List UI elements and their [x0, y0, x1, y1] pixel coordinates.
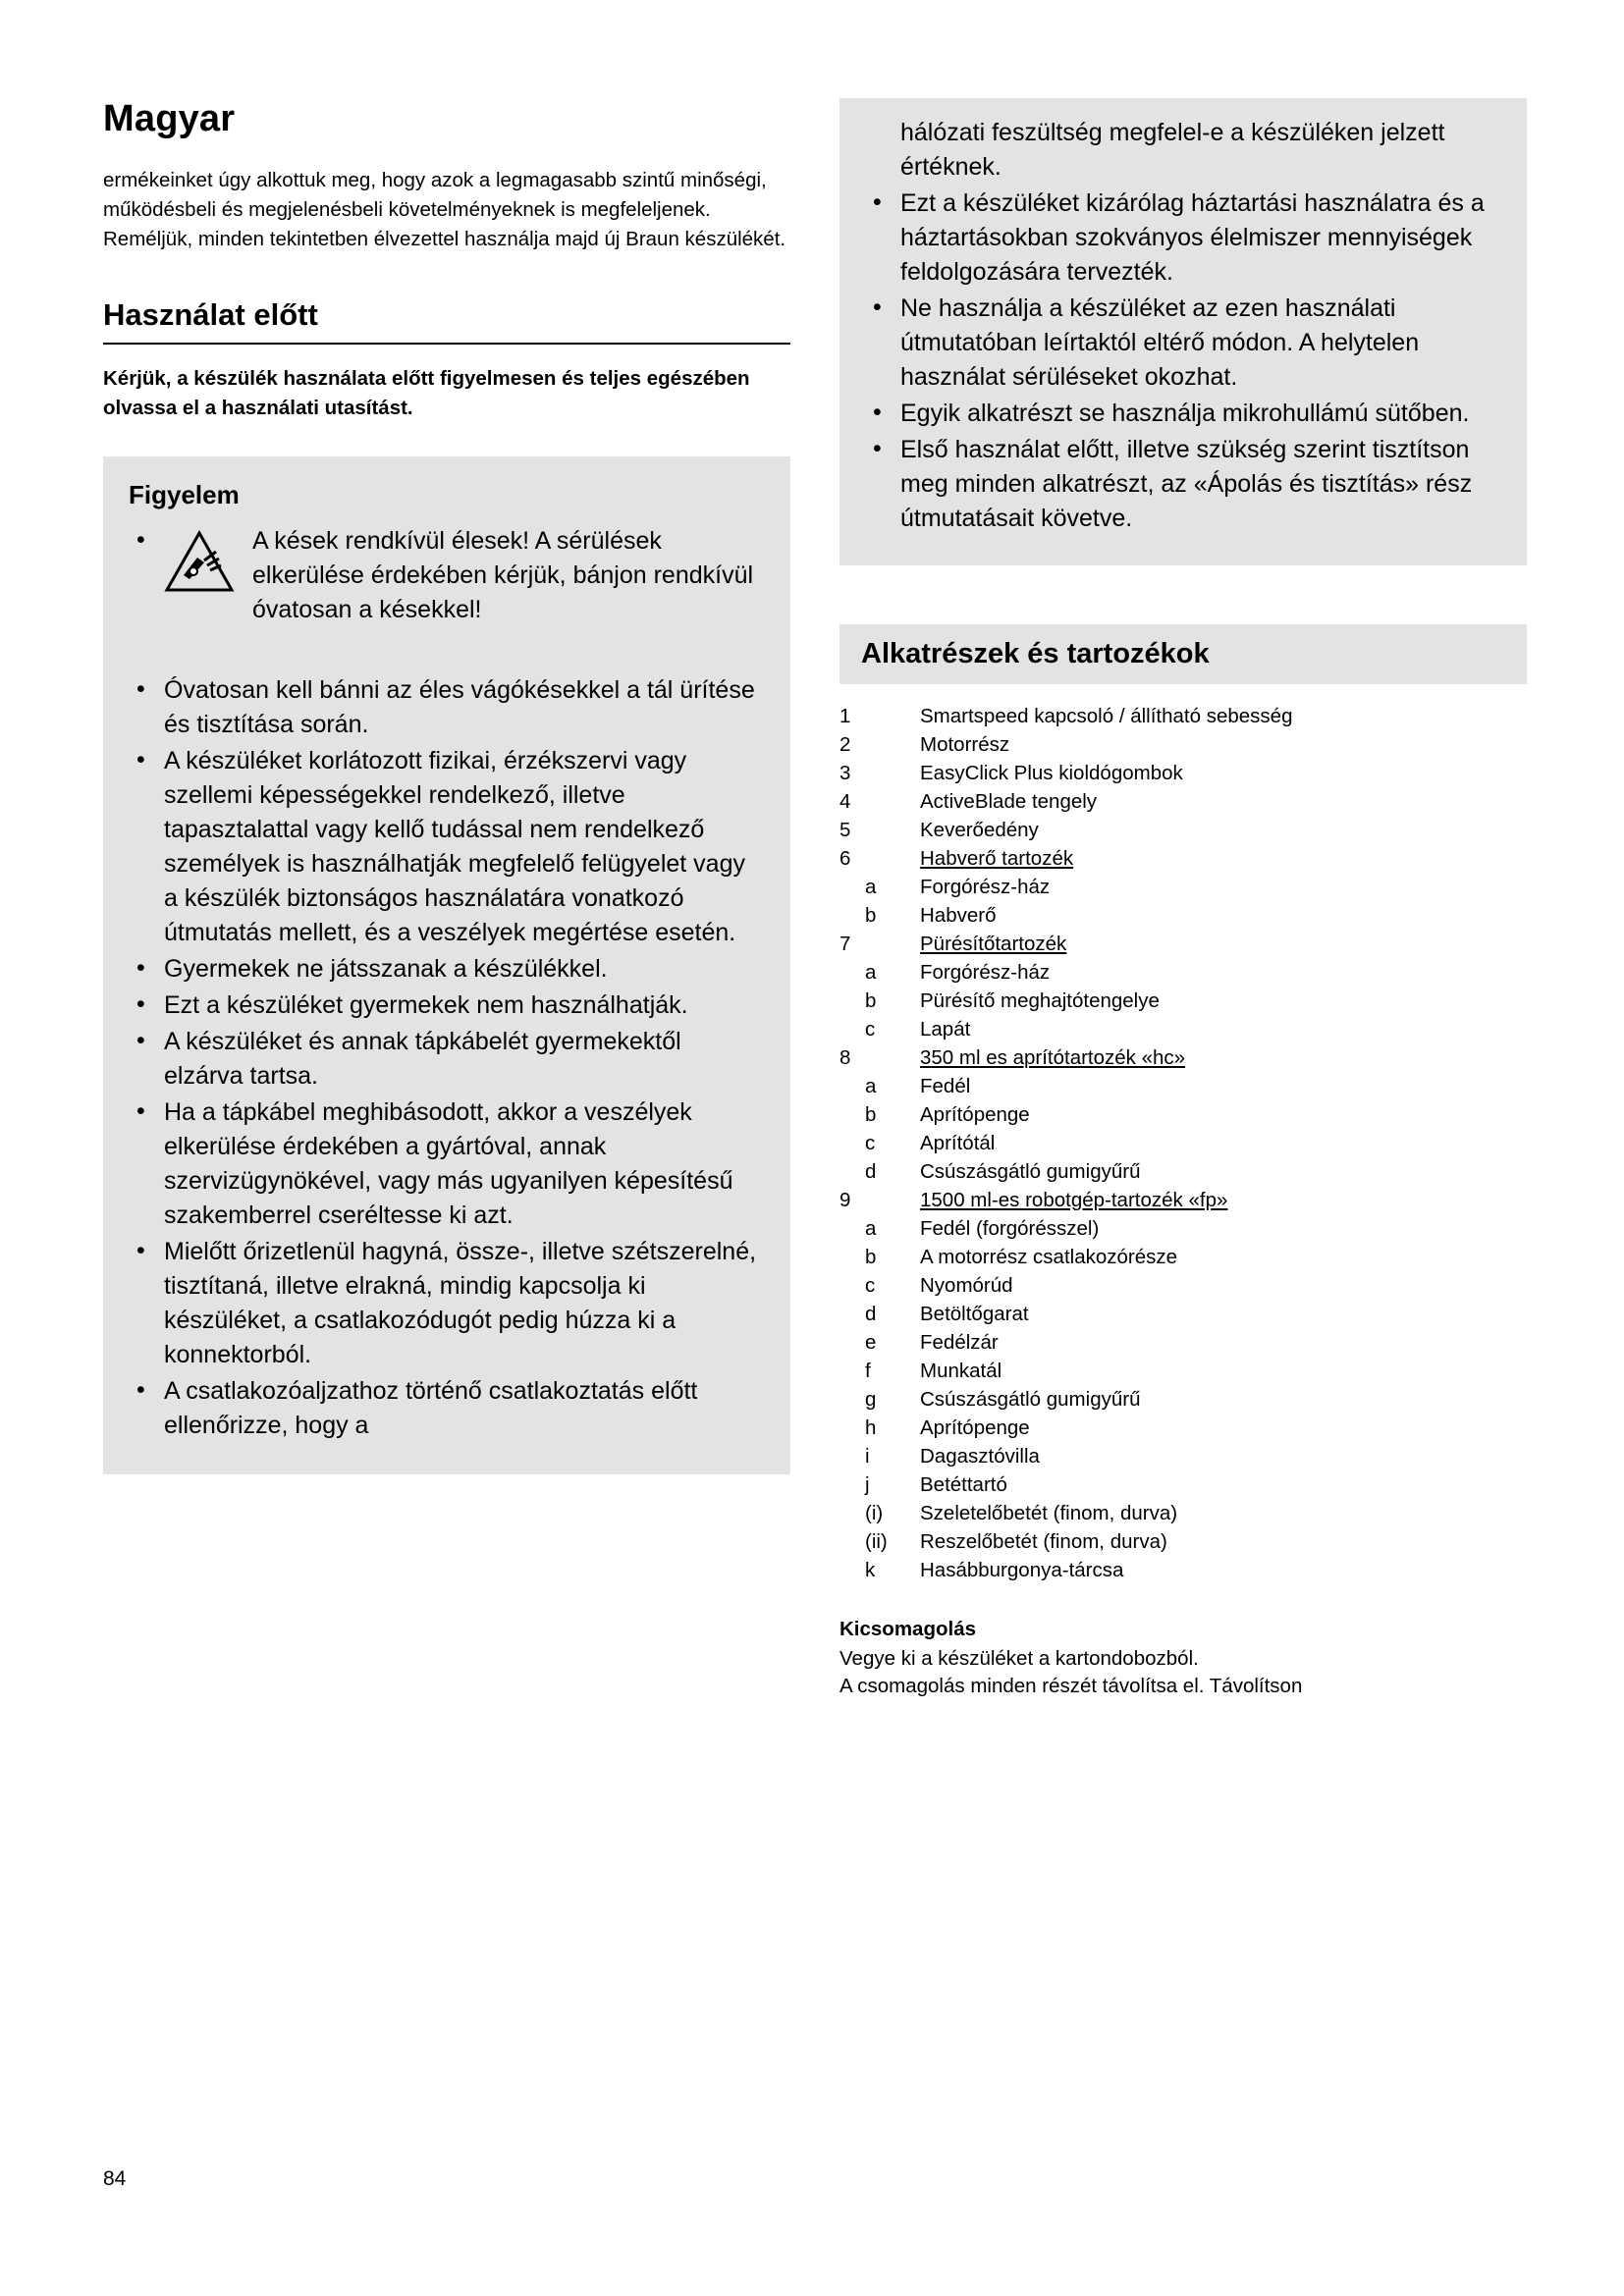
table-row	[839, 1243, 1527, 1271]
table-row	[839, 901, 1527, 930]
part-subletter	[865, 730, 920, 759]
part-subletter: a	[865, 1074, 877, 1097]
list-item-text: Ezt a készüléket kizárólag háztartási használatra és a háztartásokban szokványos élelmiszer mennyiségek feldolgozására tervezték.	[900, 189, 1485, 286]
table-row	[839, 730, 1527, 759]
list-item-text: Mielőtt őrizetlenül hagyná, össze-, illetve szétszerelné, tisztítaná, illetve elrakná, mindig kapcsolja ki készüléket, a csatlakozódugót pedig húzza ki a konnektorból.	[164, 1238, 757, 1368]
part-number: 8	[839, 1045, 851, 1069]
table-row	[839, 930, 1527, 958]
list-item-text: Egyik alkatrészt se használja mikrohullámú sütőben.	[900, 400, 1470, 427]
table-row	[839, 987, 1527, 1015]
part-subletter: f	[865, 1359, 871, 1382]
part-label: A motorrész csatlakozórésze	[920, 1245, 1178, 1268]
part-subletter: c	[865, 1273, 876, 1297]
part-number	[839, 1271, 865, 1300]
part-subletter: g	[865, 1387, 877, 1411]
part-label: Pürésítőtartozék	[920, 932, 1067, 955]
part-number	[839, 1527, 865, 1556]
part-label: Smartspeed kapcsoló / állítható sebesség	[920, 704, 1293, 727]
part-subletter: a	[865, 960, 877, 984]
part-number	[839, 1015, 865, 1043]
warning-list	[129, 524, 765, 1443]
table-row	[839, 1157, 1527, 1186]
part-subletter: e	[865, 1330, 877, 1354]
part-number	[839, 1157, 865, 1186]
list-item	[865, 187, 1501, 290]
part-label: Aprítópenge	[920, 1415, 1030, 1439]
list-item-text: Ha a tápkábel meghibásodott, akkor a veszélyek elkerülése érdekében a gyártóval, annak szervizügynökével, vagy más ugyanilyen képesítésű szakemberrel cseréltesse ki azt.	[164, 1098, 733, 1229]
warning-box-title: Figyelem	[129, 480, 240, 509]
part-number	[839, 1357, 865, 1385]
intro-paragraph: ermékeinket úgy alkottuk meg, hogy azok a legmagasabb szintű minőségi, működésbeli és megjelenésbeli követelményeknek is megfeleljenek. Reméljük, minden tekintetben élvezettel használja majd új Braun készülékét.	[103, 169, 786, 250]
warning-box-continued	[839, 98, 1527, 565]
list-item	[129, 673, 765, 742]
table-row	[839, 1186, 1527, 1214]
table-row	[839, 873, 1527, 901]
table-row	[839, 816, 1527, 844]
page-title: Magyar	[103, 98, 236, 139]
part-label: Motorrész	[920, 732, 1010, 756]
part-subletter: b	[865, 903, 877, 927]
list-item-text: Ne használja a készüléket az ezen használati útmutatóban leírtaktól eltérő módon. A helytelen használat sérüléseket okozhat.	[900, 294, 1420, 391]
part-number: 4	[839, 789, 851, 813]
table-row	[839, 1043, 1527, 1072]
part-subletter: j	[865, 1472, 870, 1496]
list-item	[129, 952, 765, 987]
part-number	[839, 1556, 865, 1584]
table-row	[839, 1214, 1527, 1243]
part-label: Fedél (forgórésszel)	[920, 1216, 1100, 1240]
list-item-text: A készüléket és annak tápkábelét gyermekektől elzárva tartsa.	[164, 1028, 681, 1090]
part-subletter	[865, 1186, 920, 1214]
part-label: 1500 ml-es robotgép-tartozék «fp»	[920, 1188, 1228, 1211]
part-label: Csúszásgátló gumigyűrű	[920, 1387, 1141, 1411]
part-subletter	[865, 930, 920, 958]
part-number	[839, 873, 865, 901]
part-label: Aprítótál	[920, 1131, 996, 1154]
part-label: Szeletelőbetét (finom, durva)	[920, 1501, 1178, 1524]
part-number: 7	[839, 932, 851, 955]
part-subletter: d	[865, 1302, 877, 1325]
part-number	[839, 1385, 865, 1414]
part-subletter	[865, 816, 920, 844]
list-item	[129, 1025, 765, 1094]
part-label: EasyClick Plus kioldógombok	[920, 761, 1183, 784]
table-row	[839, 958, 1527, 987]
sharp-blade-warning-icon	[164, 530, 235, 593]
table-row	[839, 1100, 1527, 1129]
unpacking-heading: Kicsomagolás	[839, 1618, 976, 1640]
list-item-text: Első használat előtt, illetve szükség szerint tisztítson meg minden alkatrészt, az «Ápolás és tisztítás» rész útmutatásait követve.	[900, 436, 1473, 532]
part-label: Habverő tartozék	[920, 846, 1074, 870]
part-label: Forgórész-ház	[920, 875, 1051, 898]
table-row	[839, 844, 1527, 873]
part-number	[839, 1442, 865, 1470]
part-number	[839, 901, 865, 930]
table-row	[839, 1129, 1527, 1157]
table-row	[839, 1499, 1527, 1527]
part-number	[839, 1328, 865, 1357]
unpacking-text: Vegye ki a készüléket a kartondobozból. A csomagolás minden részét távolítsa el. Távolítson	[839, 1647, 1303, 1697]
list-item-text: Ezt a készüléket gyermekek nem használhatják.	[164, 991, 688, 1019]
part-subletter	[865, 787, 920, 816]
table-row	[839, 1527, 1527, 1556]
part-subletter: a	[865, 875, 877, 898]
part-number	[839, 987, 865, 1015]
part-label: Betöltőgarat	[920, 1302, 1029, 1325]
list-item-text: Gyermekek ne játsszanak a készülékkel.	[164, 955, 608, 983]
table-row	[839, 1470, 1527, 1499]
part-number: 5	[839, 818, 851, 841]
part-label: Csúszásgátló gumigyűrű	[920, 1159, 1141, 1183]
table-row	[839, 1328, 1527, 1357]
part-subletter: a	[865, 1216, 877, 1240]
part-number	[839, 1300, 865, 1328]
section-divider	[103, 343, 790, 345]
section-title-before-use: Használat előtt	[103, 297, 318, 332]
list-item	[865, 397, 1501, 431]
part-subletter: h	[865, 1415, 877, 1439]
part-number	[839, 1129, 865, 1157]
list-item-text: • A kések rendkívül élesek! A sérülések elkerülése érdekében kérjük, bánjon rendkívül óvatosan a késekkel!	[252, 527, 754, 623]
part-subletter: c	[865, 1131, 876, 1154]
part-subletter	[865, 702, 920, 730]
part-label: Aprítópenge	[920, 1102, 1030, 1126]
part-label: Keverőedény	[920, 818, 1039, 841]
part-number	[839, 1499, 865, 1527]
part-number: 9	[839, 1188, 851, 1211]
part-label: Habverő	[920, 903, 997, 927]
part-subletter: (i)	[865, 1501, 884, 1524]
list-item-text: A csatlakozóaljzathoz történő csatlakoztatás előtt ellenőrizze, hogy a	[164, 1377, 698, 1439]
part-number	[839, 958, 865, 987]
part-label: Dagasztóvilla	[920, 1444, 1040, 1468]
table-row	[839, 1556, 1527, 1584]
parts-section-header	[839, 624, 1527, 684]
part-number	[839, 1414, 865, 1442]
part-number	[839, 1100, 865, 1129]
part-number	[839, 1072, 865, 1100]
table-row	[839, 1442, 1527, 1470]
table-row	[839, 787, 1527, 816]
part-number: 2	[839, 732, 851, 756]
part-label: Nyomórúd	[920, 1273, 1013, 1297]
part-number	[839, 1243, 865, 1271]
part-subletter	[865, 1043, 920, 1072]
part-number: 1	[839, 704, 851, 727]
part-subletter	[865, 844, 920, 873]
part-label: Betéttartó	[920, 1472, 1007, 1496]
part-subletter: d	[865, 1159, 877, 1183]
list-item	[129, 1374, 765, 1443]
part-subletter	[865, 759, 920, 787]
left-column	[103, 98, 790, 1474]
list-item	[129, 524, 765, 671]
right-column	[839, 98, 1527, 1700]
table-row	[839, 1300, 1527, 1328]
table-row	[839, 1271, 1527, 1300]
part-label: Forgórész-ház	[920, 960, 1051, 984]
part-label: Pürésítő meghajtótengelye	[920, 988, 1160, 1012]
part-subletter: k	[865, 1558, 876, 1581]
list-item	[129, 988, 765, 1023]
part-subletter: i	[865, 1444, 870, 1468]
list-item	[865, 292, 1501, 395]
part-label: Lapát	[920, 1017, 971, 1041]
table-row	[839, 1015, 1527, 1043]
part-subletter: (ii)	[865, 1529, 888, 1553]
part-subletter: b	[865, 1245, 877, 1268]
part-label: 350 ml es aprítótartozék «hc»	[920, 1045, 1186, 1069]
list-item	[865, 433, 1501, 536]
table-row	[839, 1357, 1527, 1385]
part-subletter: b	[865, 1102, 877, 1126]
warning-list-continued	[865, 187, 1501, 536]
table-row	[839, 1385, 1527, 1414]
warning-box	[103, 456, 790, 1474]
parts-list-table	[839, 702, 1527, 1584]
part-number	[839, 1214, 865, 1243]
part-label: Fedél	[920, 1074, 971, 1097]
part-label: Hasábburgonya-tárcsa	[920, 1558, 1124, 1581]
read-instructions-note: Kérjük, a készülék használata előtt figyelmesen és teljes egészében olvassa el a használati utasítást.	[103, 367, 750, 419]
table-row	[839, 1072, 1527, 1100]
parts-section-title: Alkatrészek és tartozékok	[861, 638, 1210, 669]
list-item-text: Óvatosan kell bánni az éles vágókésekkel a tál ürítése és tisztítása során.	[164, 676, 755, 738]
list-item	[129, 744, 765, 950]
part-label: Reszelőbetét (finom, durva)	[920, 1529, 1167, 1553]
part-number	[839, 1470, 865, 1499]
list-item-text: A készüléket korlátozott fizikai, érzékszervi vagy szellemi képességekkel rendelkező, illetve tapasztalattal vagy kellő tudással nem rendelkező személyek is használhatják megfelelő felügyelet vagy a készülék biztonságos használatára vonatkozó útmutatás mellett, és a veszélyek megértése esetén.	[164, 747, 745, 946]
warning-continued-text: hálózati feszültség megfelel-e a készüléken jelzett értéknek.	[900, 119, 1445, 181]
table-row	[839, 759, 1527, 787]
list-item	[129, 1235, 765, 1372]
list-item	[129, 1095, 765, 1233]
part-number: 6	[839, 846, 851, 870]
part-subletter: c	[865, 1017, 876, 1041]
part-number: 3	[839, 761, 851, 784]
part-label: ActiveBlade tengely	[920, 789, 1098, 813]
part-subletter: b	[865, 988, 877, 1012]
part-label: Fedélzár	[920, 1330, 999, 1354]
table-row	[839, 1414, 1527, 1442]
page-number: 84	[103, 2167, 127, 2190]
table-row	[839, 702, 1527, 730]
part-label: Munkatál	[920, 1359, 1002, 1382]
